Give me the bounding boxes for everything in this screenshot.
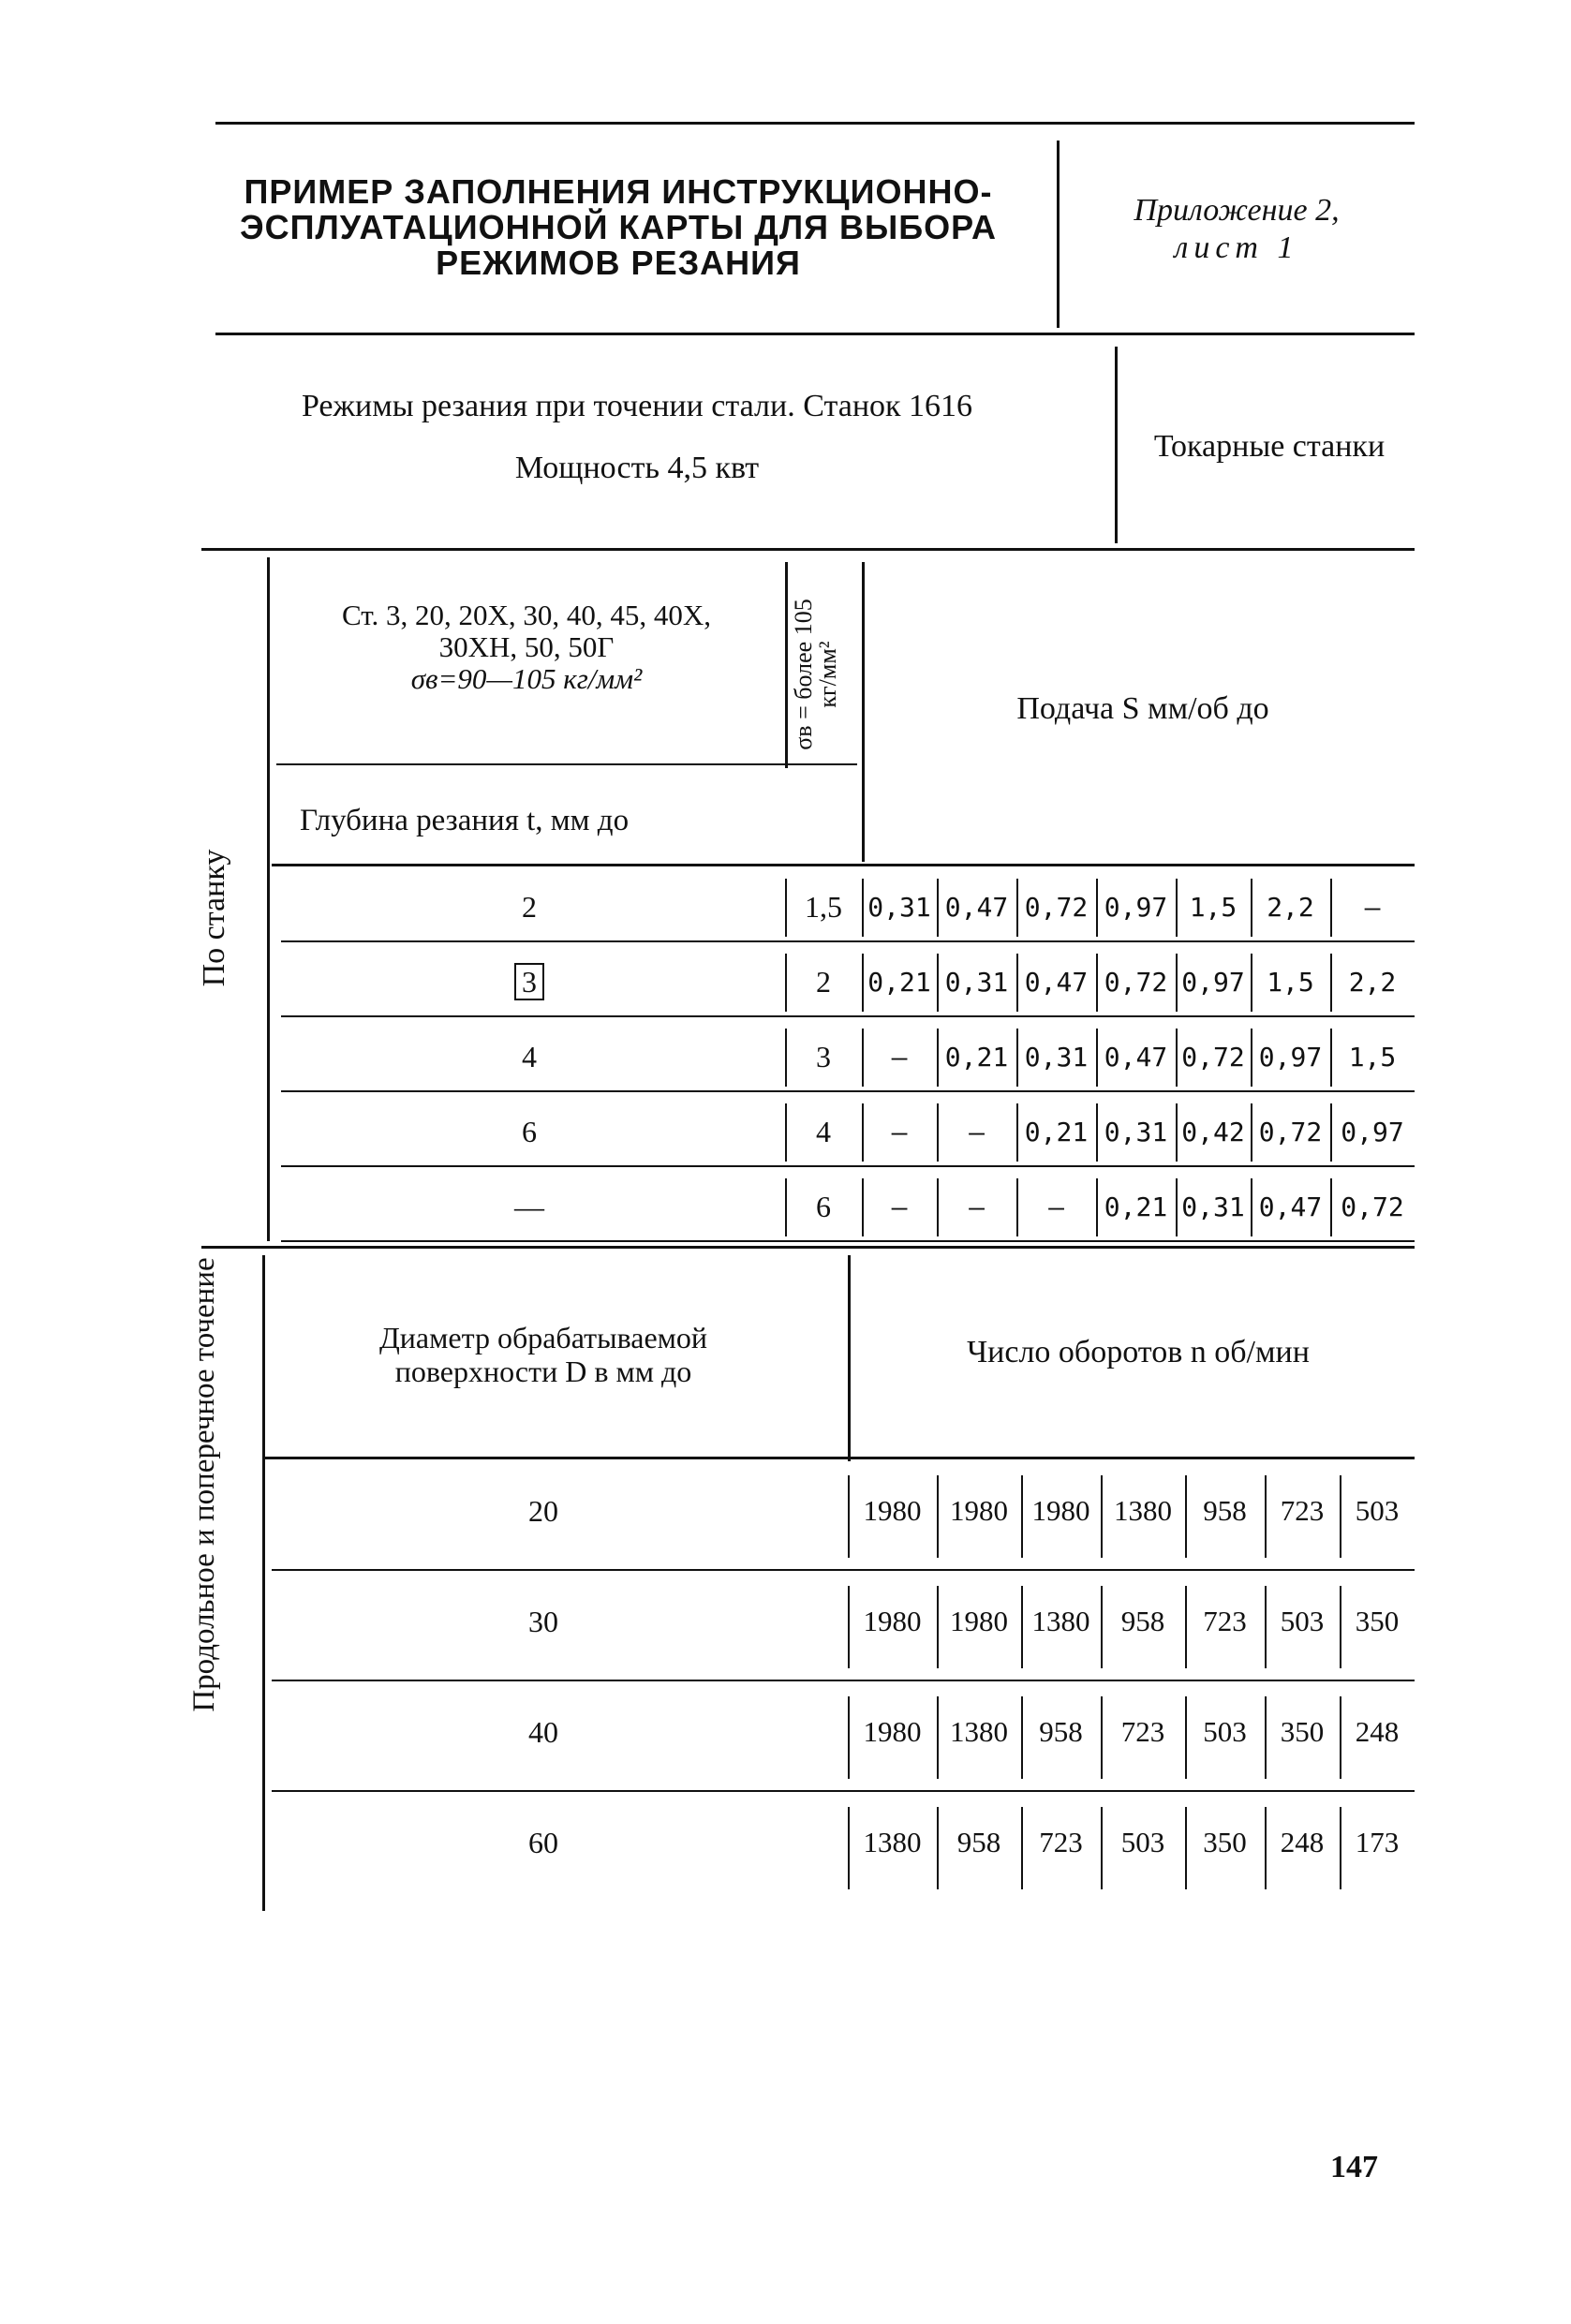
depth-header: Глубина резания t, мм до <box>300 804 630 837</box>
cell-divider <box>1101 1807 1103 1889</box>
cell-divider <box>1330 1029 1332 1087</box>
feed-value-cell: — <box>969 1192 985 1222</box>
cell-divider <box>1021 1475 1023 1558</box>
rpm-value-cell: 958 <box>1203 1494 1247 1527</box>
rpm-value-cell: 1380 <box>863 1826 922 1858</box>
feed-value-cell: 0,31 <box>1104 1117 1168 1147</box>
material-strength: σв=90—105 кг/мм² <box>410 662 643 695</box>
page-number: 147 <box>1330 2150 1378 2184</box>
header-divider <box>1057 141 1060 328</box>
cell-divider <box>1021 1807 1023 1889</box>
feed-value-cell: 0,31 <box>1181 1192 1245 1222</box>
feed-value-cell: 0,97 <box>1258 1042 1323 1073</box>
feed-value-cell: 0,72 <box>1104 967 1168 998</box>
rpm-value-cell: 1380 <box>1031 1605 1090 1637</box>
cell-divider <box>937 1696 939 1779</box>
cell-divider <box>785 879 787 937</box>
cell-divider <box>1176 954 1178 1012</box>
feed-value-cell: 0,97 <box>1104 892 1168 923</box>
cell-divider <box>1265 1807 1267 1889</box>
depth-cell: 2 <box>522 890 537 924</box>
cell-divider <box>1016 879 1018 937</box>
cell-divider <box>937 879 939 937</box>
feed-value-cell: 0,42 <box>1181 1117 1245 1147</box>
rpm-value-cell: 1980 <box>863 1715 922 1748</box>
rpm-value-cell: 1380 <box>950 1715 1008 1748</box>
feed-value-cell: 0,72 <box>1181 1042 1245 1073</box>
feed-value-cell: 1,5 <box>1267 967 1314 998</box>
machine-type: Токарные станки <box>1153 429 1386 464</box>
feed-value-cell: 0,97 <box>1181 967 1245 998</box>
cell-divider <box>937 1586 939 1668</box>
material-line: 30ХН, 50, 50Г <box>438 630 615 663</box>
cell-divider <box>937 1029 939 1087</box>
cell-divider <box>785 1029 787 1087</box>
rpm-header: Число оборотов n об/мин <box>967 1335 1310 1369</box>
subheader-divider <box>1115 347 1118 543</box>
cell-divider <box>1176 879 1178 937</box>
feed-value-cell: 0,47 <box>944 892 1009 923</box>
diameter-line: поверхности D в мм до <box>394 1354 692 1388</box>
cell-divider <box>1096 1178 1098 1236</box>
rpm-value-cell: 1980 <box>1031 1494 1090 1527</box>
cell-divider <box>1330 954 1332 1012</box>
cell-divider <box>937 954 939 1012</box>
rpm-value-cell: 1980 <box>950 1605 1008 1637</box>
feed-value-cell: — <box>1364 892 1381 923</box>
cell-divider <box>937 1178 939 1236</box>
cell-divider <box>1340 1475 1341 1558</box>
cell-divider <box>848 1807 850 1889</box>
section-divider <box>201 1246 1415 1249</box>
appendix-label <box>1068 192 1405 267</box>
cell-divider <box>1185 1475 1187 1558</box>
feed-header-divider <box>862 562 865 862</box>
rpm-header-divider <box>848 1255 851 1461</box>
feed-side-label: По станку <box>197 849 231 987</box>
row-rule <box>272 1680 1415 1681</box>
depth-cell: 6 <box>522 1115 537 1148</box>
rpm-value-cell: 248 <box>1355 1715 1400 1748</box>
cell-divider <box>1096 1029 1098 1087</box>
feed-value-cell: 0,47 <box>1104 1042 1168 1073</box>
feed-value-cell: — <box>891 1192 908 1222</box>
depth-cell: — <box>514 1190 544 1223</box>
cell-divider <box>1176 1029 1178 1087</box>
cell-divider <box>862 1103 864 1162</box>
depth-cell: 4 <box>522 1040 537 1073</box>
material-grades <box>274 600 779 695</box>
cell-divider <box>1096 954 1098 1012</box>
rpm-value-cell: 350 <box>1280 1715 1325 1748</box>
rpm-value-cell: 503 <box>1203 1715 1247 1748</box>
cell-divider <box>1176 1103 1178 1162</box>
feed-value-cell: 0,97 <box>1341 1117 1404 1147</box>
rpm-value-cell: 723 <box>1203 1605 1247 1637</box>
title-line: РЕЖИМОВ РЕЗАНИЯ <box>436 244 801 282</box>
feed-value-cell: 0,21 <box>944 1042 1009 1073</box>
diameter-cell: 20 <box>528 1494 558 1528</box>
sigma-divider-left <box>785 562 788 768</box>
cell-divider <box>937 1475 939 1558</box>
rpm-value-cell: 958 <box>956 1826 1001 1858</box>
diameter-header <box>281 1321 806 1388</box>
feed-value-cell: — <box>891 1117 908 1147</box>
feed-value-cell: 0,31 <box>867 892 931 923</box>
feed-value-cell: — <box>969 1117 985 1147</box>
row-rule <box>281 940 1415 942</box>
cell-divider <box>848 1475 850 1558</box>
rpm-value-cell: 723 <box>1120 1715 1165 1748</box>
rpm-value-cell: 958 <box>1039 1715 1083 1748</box>
cell-divider <box>1265 1696 1267 1779</box>
cell-divider <box>1176 1178 1178 1236</box>
rpm-value-cell: 350 <box>1203 1826 1247 1858</box>
cell-divider <box>1016 1103 1018 1162</box>
cell-divider <box>785 954 787 1012</box>
row-rule <box>272 1569 1415 1571</box>
cell-divider <box>1330 1178 1332 1236</box>
rpm-value-cell: 350 <box>1355 1605 1400 1637</box>
cell-divider <box>1251 954 1252 1012</box>
cell-divider <box>862 1178 864 1236</box>
cell-divider <box>1185 1807 1187 1889</box>
rpm-value-cell: 503 <box>1355 1494 1400 1527</box>
rpm-value-cell: 248 <box>1280 1826 1325 1858</box>
feed-value-cell: 0,72 <box>1258 1117 1323 1147</box>
mode-line: Режимы резания при точении стали. Станок 1616 <box>301 389 973 423</box>
feed-value-cell: 0,21 <box>867 967 931 998</box>
top-rule <box>215 122 1415 125</box>
rpm-side-label: Продольное и поперечное точение <box>187 1257 221 1712</box>
cell-divider <box>1340 1807 1341 1889</box>
cell-divider <box>937 1103 939 1162</box>
rpm-value-cell: 1380 <box>1114 1494 1172 1527</box>
row-rule <box>281 1165 1415 1167</box>
feed-value-cell: 0,31 <box>944 967 1009 998</box>
feed-value-cell: 2,2 <box>1267 892 1314 923</box>
rpm-value-cell: 1980 <box>863 1605 922 1637</box>
row-rule <box>281 1015 1415 1017</box>
cell-divider <box>1016 1178 1018 1236</box>
depth-alt-cell: 1,5 <box>805 890 842 924</box>
cell-divider <box>1330 879 1332 937</box>
rpm-value-cell: 173 <box>1355 1826 1400 1858</box>
feed-value-cell: — <box>1048 1192 1064 1222</box>
cell-divider <box>1330 1103 1332 1162</box>
feed-value-cell: 0,21 <box>1104 1192 1168 1222</box>
depth-alt-cell: 2 <box>816 965 831 999</box>
cell-divider <box>1340 1696 1341 1779</box>
feed-value-cell: 0,47 <box>1258 1192 1323 1222</box>
rpm-value-cell: 723 <box>1280 1494 1325 1527</box>
row-rule <box>281 1240 1415 1242</box>
cell-divider <box>1265 1475 1267 1558</box>
cell-divider <box>1251 1029 1252 1087</box>
rpm-value-cell: 958 <box>1120 1605 1165 1637</box>
appendix-line: лист 1 <box>1174 230 1299 265</box>
cell-divider <box>785 1103 787 1162</box>
depth-cell: 3 <box>281 965 778 999</box>
title-line: ЭСПЛУАТАЦИОННОЙ КАРТЫ ДЛЯ ВЫБОРА <box>240 208 997 246</box>
depth-alt-cell: 6 <box>816 1190 831 1223</box>
cell-divider <box>1251 879 1252 937</box>
cell-divider <box>1185 1586 1187 1668</box>
row-rule <box>272 1790 1415 1792</box>
cell-divider <box>1021 1696 1023 1779</box>
cell-divider <box>1016 954 1018 1012</box>
cell-divider <box>862 879 864 937</box>
cell-divider <box>1185 1696 1187 1779</box>
rpm-data-top-rule <box>262 1457 1415 1459</box>
cell-divider <box>1096 879 1098 937</box>
subheader-bottom-rule <box>201 548 1415 551</box>
feed-header: Подача S мм/об до <box>1016 691 1269 726</box>
cell-divider <box>862 954 864 1012</box>
feed-data-top-rule <box>272 864 1415 866</box>
cell-divider <box>937 1807 939 1889</box>
cell-divider <box>848 1696 850 1779</box>
cell-divider <box>785 1178 787 1236</box>
cell-divider <box>1101 1586 1103 1668</box>
depth-alt-cell: 4 <box>816 1115 831 1148</box>
feed-value-cell: — <box>891 1042 908 1073</box>
cell-divider <box>848 1586 850 1668</box>
rpm-value-cell: 503 <box>1280 1605 1325 1637</box>
cell-divider <box>1101 1475 1103 1558</box>
diameter-cell: 40 <box>528 1715 558 1749</box>
rpm-value-cell: 723 <box>1039 1826 1083 1858</box>
diameter-cell: 30 <box>528 1605 558 1638</box>
cell-divider <box>1101 1696 1103 1779</box>
appendix-line: Приложение 2, <box>1134 193 1340 228</box>
title-line: ПРИМЕР ЗАПОЛНЕНИЯ ИНСТРУКЦИОННО- <box>244 172 993 211</box>
feed-value-cell: 0,72 <box>1341 1192 1404 1222</box>
rpm-table-left-border <box>262 1255 265 1911</box>
header-bottom-rule <box>215 333 1415 335</box>
feed-value-cell: 0,47 <box>1024 967 1089 998</box>
rpm-value-cell: 1980 <box>863 1494 922 1527</box>
cell-divider <box>1265 1586 1267 1668</box>
material-line: Ст. 3, 20, 20Х, 30, 40, 45, 40Х, <box>341 599 711 631</box>
depth-alt-cell: 3 <box>816 1040 831 1073</box>
mode-description <box>225 389 1049 486</box>
depth-header-rule <box>276 763 857 765</box>
feed-value-cell: 2,2 <box>1348 967 1397 998</box>
sigma-column-label: σв = более 105 кг/мм² <box>790 599 841 750</box>
cell-divider <box>1096 1103 1098 1162</box>
feed-value-cell: 0,31 <box>1024 1042 1089 1073</box>
feed-value-cell: 1,5 <box>1348 1042 1397 1073</box>
cell-divider <box>862 1029 864 1087</box>
mode-line: Мощность 4,5 квт <box>514 451 760 485</box>
cell-divider <box>1251 1178 1252 1236</box>
feed-value-cell: 0,72 <box>1024 892 1089 923</box>
cell-divider <box>1251 1103 1252 1162</box>
diameter-line: Диаметр обрабатываемой <box>378 1321 708 1354</box>
cell-divider <box>1340 1586 1341 1668</box>
row-rule <box>281 1090 1415 1092</box>
cell-divider <box>1021 1586 1023 1668</box>
feed-table-left-border <box>267 557 270 1241</box>
feed-value-cell: 0,21 <box>1024 1117 1089 1147</box>
rpm-value-cell: 1980 <box>950 1494 1008 1527</box>
diameter-cell: 60 <box>528 1826 558 1859</box>
cell-divider <box>1016 1029 1018 1087</box>
feed-value-cell: 1,5 <box>1189 892 1238 923</box>
rpm-value-cell: 503 <box>1120 1826 1165 1858</box>
page-title <box>215 174 1021 281</box>
